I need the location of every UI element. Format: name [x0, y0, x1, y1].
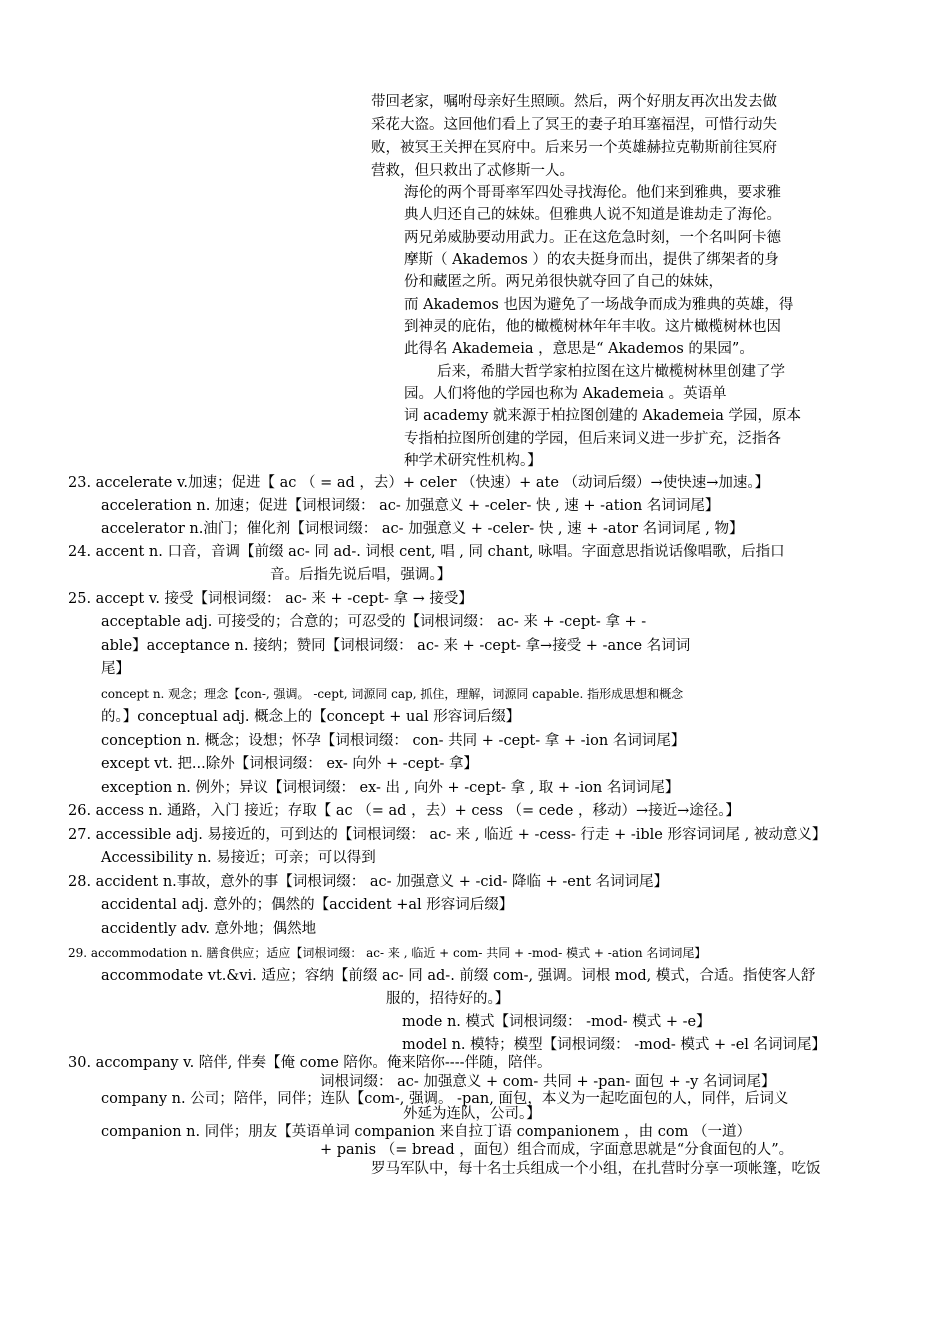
entry-acceptance: able】acceptance n. 接纳；赞同【词根词缀： ac- 来 + -cept- 拿→接受 + -ance 名词词 — [101, 638, 691, 654]
entry-model: model n. 模特；模型【词根词缀： -mod- 模式 + -el 名词词尾】 — [402, 1037, 827, 1053]
entry-companion: companion n. 同伴；朋友【英语单词 companion 来自拉丁语 companionem ，由 com （一道） — [101, 1124, 751, 1140]
entry-26-access: 26. access n. 通路，入门 接近；存取【 ac （= ad ，去）+ cess （= cede ，移动）→接近→途径。】 — [68, 803, 741, 819]
text-line: 采花大盗。这回他们看上了冥王的妻子珀耳塞福涅，可惜行动失 — [371, 117, 777, 133]
entry-23-accelerate: 23. accelerate v.加速；促进【 ac （ = ad ，去）+ celer （快速）+ ate （动词后缀）→使快速→加速。】 — [68, 475, 770, 491]
text-line: 外延为连队，公司。】 — [403, 1106, 541, 1122]
text-line: 典人归还自己的妹妹。但雅典人说不知道是谁劫走了海伦。 — [404, 207, 781, 223]
entry-29-accommodation: 29. accommodation n. 膳食供应；适应【词根词缀： ac- 来 , 临近 + com- 共同 + -mod- 模式 + -ation 名词词尾】 — [68, 946, 707, 960]
text-line: 带回老家，嘱咐母亲好生照顾。然后，两个好朋友再次出发去做 — [371, 94, 777, 110]
text-line: 两兄弟威胁要动用武力。正在这危急时刻，一个名叫阿卡德 — [404, 230, 781, 246]
entry-24-accent: 24. accent n. 口音，音调【前缀 ac- 同 ad-. 词根 cent, 唱 , 同 chant, 咏唱。字面意思指说话像唱歌，后指口 — [68, 544, 785, 560]
text-line: 园。人们将他的学园也称为 Akademeia 。英语单 — [404, 386, 727, 402]
entry-accelerator: accelerator n.油门；催化剂【词根词缀： ac- 加强意义 + -celer- 快 , 速 + -ator 名词词尾 , 物】 — [101, 521, 744, 537]
entry-25-accept: 25. accept v. 接受【词根词缀： ac- 来 + -cept- 拿 → 接受】 — [68, 591, 473, 607]
entry-27-accessible: 27. accessible adj. 易接近的，可到达的【词根词缀： ac- 来 , 临近 + -cess- 行走 + -ible 形容词词尾 , 被动意义】 — [68, 827, 827, 843]
entry-accidently: accidently adv. 意外地；偶然地 — [101, 921, 317, 937]
text-line: + panis （= bread ，面包）组合而成，字面意思就是“分食面包的人”。 — [320, 1142, 794, 1158]
text-line: 份和藏匿之所。两兄弟很快就夺回了自己的妹妹， — [404, 274, 723, 290]
entry-acceptable: acceptable adj. 可接受的；合意的；可忍受的【词根词缀： ac- 来 + -cept- 拿 + - — [101, 614, 647, 630]
entry-accessibility: Accessibility n. 易接近；可亲；可以得到 — [101, 850, 376, 866]
text-line: 专指柏拉图所创建的学园，但后来词义进一步扩充，泛指各 — [404, 431, 781, 447]
text-line: 音。后指先说后唱，强调。】 — [270, 567, 452, 583]
text-line: 种学术研究性机构。】 — [404, 453, 542, 469]
entry-acceleration: acceleration n. 加速；促进【词根词缀： ac- 加强意义 + -celer- 快 , 速 + -ation 名词词尾】 — [101, 498, 720, 514]
text-line: 败，被冥王关押在冥府中。后来另一个英雄赫拉克勒斯前往冥府 — [371, 140, 777, 156]
text-line: 罗马军队中，每十名士兵组成一个小组，在扎营时分享一项帐篷，吃饭 — [371, 1161, 821, 1177]
entry-mode: mode n. 模式【词根词缀： -mod- 模式 + -e】 — [402, 1014, 711, 1030]
text-line: 词根词缀： ac- 加强意义 + com- 共同 + -pan- 面包 + -y 名词词尾】 — [320, 1074, 776, 1090]
text-line: 服的，招待好的。】 — [386, 991, 510, 1007]
text-line: 尾】 — [101, 661, 130, 677]
text-line: 海伦的两个哥哥率军四处寻找海伦。他们来到雅典，要求雅 — [404, 185, 781, 201]
text-line: 营救，但只救出了忒修斯一人。 — [371, 163, 574, 179]
entry-except: except vt. 把...除外【词根词缀： ex- 向外 + -cept- 拿】 — [101, 756, 478, 772]
text-line: 后来，希腊大哲学家柏拉图在这片橄榄树林里创建了学 — [437, 364, 785, 380]
entry-28-accident: 28. accident n.事故，意外的事【词根词缀： ac- 加强意义 + -cid- 降临 + -ent 名词词尾】 — [68, 874, 669, 890]
text-line: 词 academy 就来源于柏拉图创建的 Akademeia 学园，原本 — [404, 408, 802, 424]
entry-conceptual: 的。】conceptual adj. 概念上的【concept + ual 形容词后缀】 — [101, 709, 521, 725]
text-line: 摩斯（ Akademos ）的农夫挺身而出，提供了绑架者的身 — [404, 252, 779, 268]
entry-conception: conception n. 概念；设想；怀孕【词根词缀： con- 共同 + -cept- 拿 + -ion 名词词尾】 — [101, 733, 686, 749]
text-line: 此得名 Akademeia ，意思是“ Akademos 的果园”。 — [404, 341, 754, 357]
text-line: 到神灵的庇佑，他的橄榄树林年年丰收。这片橄榄树林也因 — [404, 319, 781, 335]
text-line: 而 Akademos 也因为避免了一场战争而成为雅典的英雄，得 — [404, 297, 794, 313]
entry-30-accompany: 30. accompany v. 陪伴, 伴奏【俺 come 陪你。俺来陪你----伴随，陪伴。 — [68, 1055, 552, 1071]
entry-exception: exception n. 例外；异议【词根词缀： ex- 出 , 向外 + -cept- 拿 , 取 + -ion 名词词尾】 — [101, 780, 680, 796]
entry-company: company n. 公司；陪伴，同伴；连队【com-, 强调。 -pan, 面包，本义为一起吃面包的人，同伴，后词义 — [101, 1091, 789, 1107]
entry-accidental: accidental adj. 意外的；偶然的【accident +al 形容词后缀】 — [101, 897, 514, 913]
entry-accommodate: accommodate vt.&vi. 适应；容纳【前缀 ac- 同 ad-. 前缀 com-, 强调。词根 mod, 模式，合适。指使客人舒 — [101, 968, 816, 984]
entry-concept: concept n. 观念；理念【con-, 强调。 -cept, 词源同 cap, 抓住，理解，词源同 capable. 指形成思想和概念 — [101, 687, 684, 701]
